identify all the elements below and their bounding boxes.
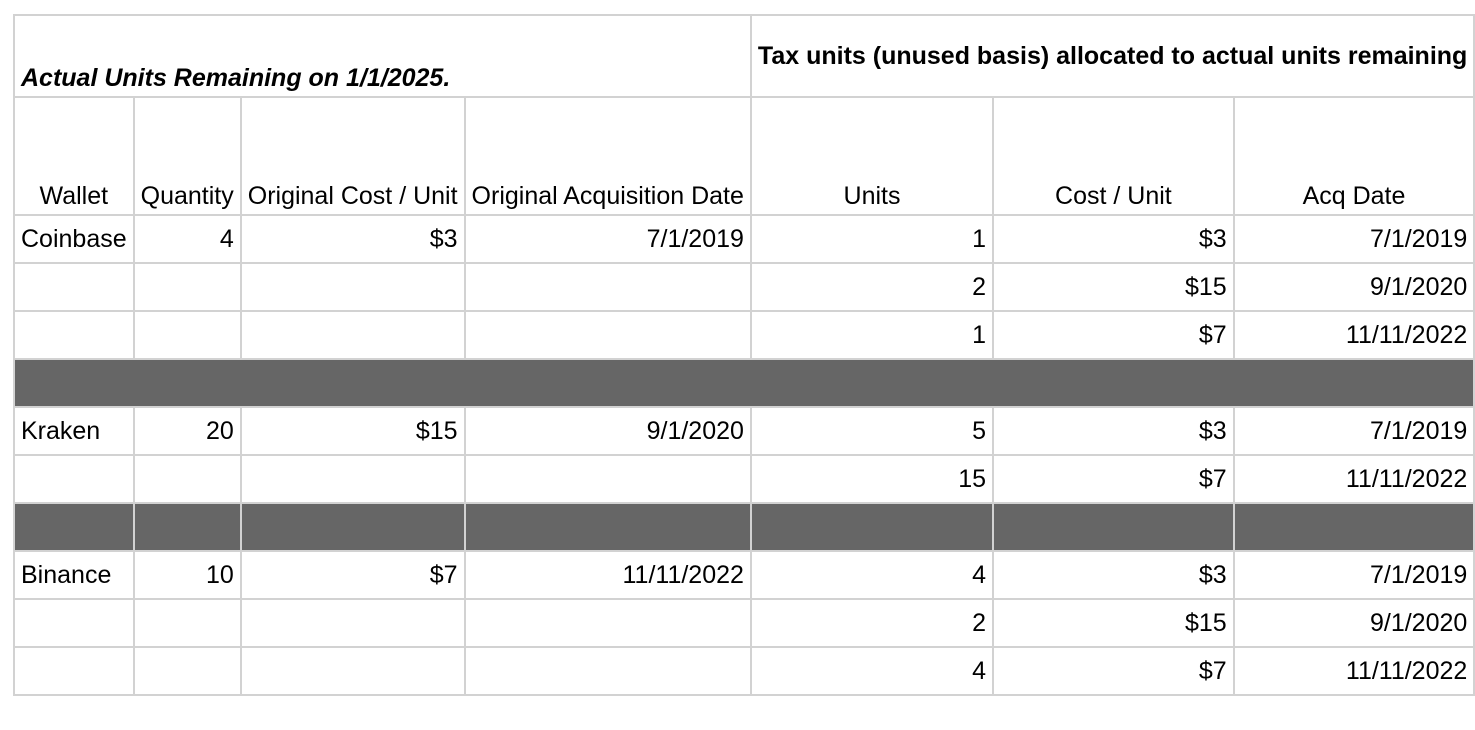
cell-acq-date[interactable]: 7/1/2019 (1234, 551, 1475, 599)
cell-acq-date[interactable]: 9/1/2020 (1234, 599, 1475, 647)
cell-cost-per-unit[interactable]: $3 (993, 407, 1234, 455)
separator-cell[interactable] (993, 503, 1234, 551)
header-acq-date[interactable]: Acq Date (1234, 97, 1475, 215)
table-row (14, 263, 1474, 311)
cell-wallet[interactable] (14, 599, 134, 647)
separator-cell[interactable] (14, 503, 134, 551)
header-original-acquisition-date[interactable]: Original Acquisition Date (465, 97, 751, 215)
table-row (14, 455, 1474, 503)
cell-quantity[interactable] (134, 455, 241, 503)
cell-original-cost[interactable] (241, 455, 465, 503)
header-row (14, 97, 1474, 215)
cell-acq-date[interactable]: 11/11/2022 (1234, 311, 1475, 359)
separator-cell[interactable] (751, 503, 993, 551)
cell-quantity[interactable] (134, 647, 241, 695)
cell-quantity[interactable]: 20 (134, 407, 241, 455)
cell-quantity[interactable] (134, 599, 241, 647)
cell-original-cost[interactable]: $15 (241, 407, 465, 455)
table-row (14, 647, 1474, 695)
cell-original-cost[interactable]: $3 (241, 215, 465, 263)
tax-units-title[interactable]: Tax units (unused basis) allocated to actual units remaining (751, 15, 1474, 97)
cell-cost-per-unit[interactable]: $3 (993, 215, 1234, 263)
cell-original-date[interactable]: 7/1/2019 (465, 215, 751, 263)
cell-original-date[interactable]: 11/11/2022 (465, 551, 751, 599)
cell-original-date[interactable] (465, 455, 751, 503)
title-row (14, 15, 1474, 97)
cell-acq-date[interactable]: 7/1/2019 (1234, 407, 1475, 455)
cell-wallet[interactable]: Coinbase (14, 215, 134, 263)
cell-original-date[interactable]: 9/1/2020 (465, 407, 751, 455)
header-cost-per-unit[interactable]: Cost / Unit (993, 97, 1234, 215)
separator-row (14, 503, 1474, 551)
separator-row (14, 359, 1474, 407)
cell-units[interactable]: 2 (751, 263, 993, 311)
header-units[interactable]: Units (751, 97, 993, 215)
cell-wallet[interactable] (14, 455, 134, 503)
separator-band (14, 359, 1474, 407)
cell-quantity[interactable] (134, 263, 241, 311)
cell-quantity[interactable]: 4 (134, 215, 241, 263)
cell-wallet[interactable]: Kraken (14, 407, 134, 455)
separator-cell[interactable] (465, 503, 751, 551)
table-row (14, 215, 1474, 263)
cell-cost-per-unit[interactable]: $15 (993, 263, 1234, 311)
cell-units[interactable]: 2 (751, 599, 993, 647)
cell-original-cost[interactable]: $7 (241, 551, 465, 599)
cell-acq-date[interactable]: 7/1/2019 (1234, 215, 1475, 263)
table-row (14, 551, 1474, 599)
table-row (14, 311, 1474, 359)
header-quantity[interactable]: Quantity (134, 97, 241, 215)
cell-wallet[interactable]: Binance (14, 551, 134, 599)
cell-original-date[interactable] (465, 599, 751, 647)
cell-acq-date[interactable]: 9/1/2020 (1234, 263, 1475, 311)
cell-original-date[interactable] (465, 311, 751, 359)
cell-units[interactable]: 1 (751, 311, 993, 359)
separator-cell[interactable] (1234, 503, 1475, 551)
cell-quantity[interactable]: 10 (134, 551, 241, 599)
cell-cost-per-unit[interactable]: $3 (993, 551, 1234, 599)
cell-original-cost[interactable] (241, 263, 465, 311)
cell-units[interactable]: 4 (751, 647, 993, 695)
actual-units-title[interactable]: Actual Units Remaining on 1/1/2025. (14, 15, 751, 97)
separator-cell[interactable] (241, 503, 465, 551)
header-wallet[interactable]: Wallet (14, 97, 134, 215)
cell-original-cost[interactable] (241, 647, 465, 695)
separator-cell[interactable] (134, 503, 241, 551)
cell-acq-date[interactable]: 11/11/2022 (1234, 647, 1475, 695)
cell-units[interactable]: 4 (751, 551, 993, 599)
cell-original-date[interactable] (465, 263, 751, 311)
cell-units[interactable]: 5 (751, 407, 993, 455)
crypto-basis-table (13, 14, 1475, 696)
cell-wallet[interactable] (14, 647, 134, 695)
cell-quantity[interactable] (134, 311, 241, 359)
cell-wallet[interactable] (14, 311, 134, 359)
cell-cost-per-unit[interactable]: $15 (993, 599, 1234, 647)
cell-wallet[interactable] (14, 263, 134, 311)
cell-original-date[interactable] (465, 647, 751, 695)
cell-cost-per-unit[interactable]: $7 (993, 455, 1234, 503)
table-row (14, 599, 1474, 647)
cell-units[interactable]: 15 (751, 455, 993, 503)
cell-cost-per-unit[interactable]: $7 (993, 647, 1234, 695)
cell-original-cost[interactable] (241, 599, 465, 647)
header-original-cost[interactable]: Original Cost / Unit (241, 97, 465, 215)
cell-acq-date[interactable]: 11/11/2022 (1234, 455, 1475, 503)
cell-units[interactable]: 1 (751, 215, 993, 263)
cell-original-cost[interactable] (241, 311, 465, 359)
cell-cost-per-unit[interactable]: $7 (993, 311, 1234, 359)
table-row (14, 407, 1474, 455)
